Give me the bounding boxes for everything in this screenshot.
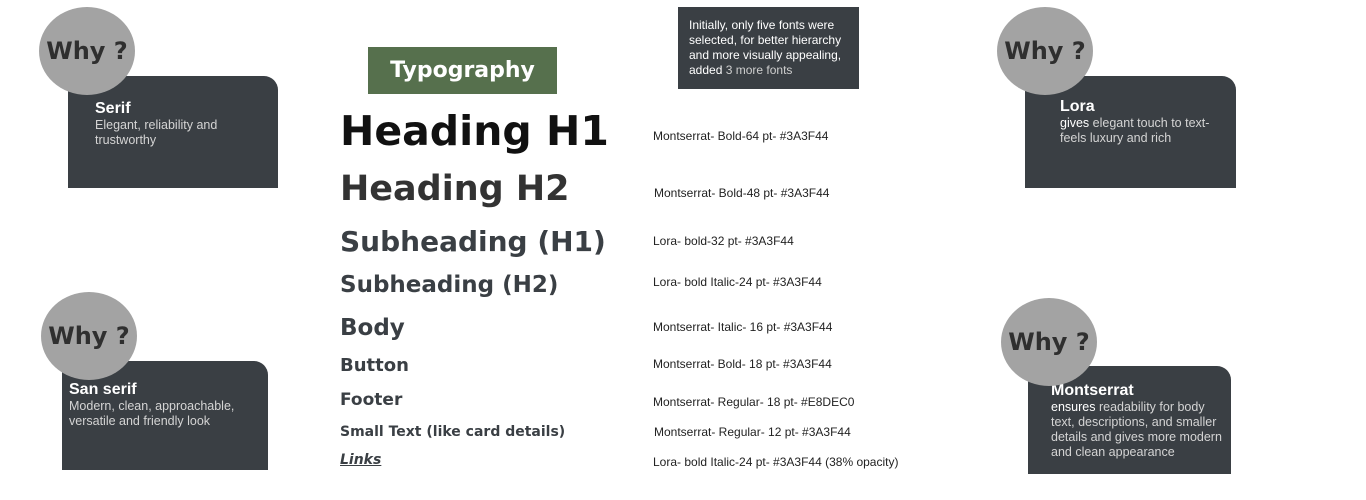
card-san-serif-description: Modern, clean, approachable, versatile and friendly look	[69, 399, 235, 428]
spec-heading-h1: Montserrat- Bold-64 pt- #3A3F44	[653, 129, 829, 143]
specimen-subheading-h2: Subheading (H2)	[340, 272, 559, 298]
note-text: Initially, only five fonts were selected, for better hierarchy and more visually appealing, added	[689, 18, 842, 77]
card-montserrat-description	[1051, 400, 1223, 460]
card-serif-title: Serif	[95, 100, 131, 117]
why-bubble-montserrat: Why ?	[1001, 298, 1097, 386]
card-lora-text: elegant touch to text- feels luxury and rich	[1060, 116, 1210, 145]
why-bubble-lora: Why ?	[997, 7, 1093, 95]
card-lora-description	[1060, 116, 1225, 146]
card-montserrat-text: readability for body text, descriptions, and smaller details and gives more modern and clean appearance	[1051, 400, 1222, 459]
specimen-links[interactable]: Links	[340, 452, 382, 468]
card-lora-lead: gives	[1060, 116, 1090, 130]
spec-body: Montserrat- Italic- 16 pt- #3A3F44	[653, 320, 833, 334]
why-bubble-san-serif: Why ?	[41, 292, 137, 380]
specimen-footer: Footer	[340, 390, 403, 410]
card-serif-description: Elegant, reliability and trustworthy	[95, 118, 218, 147]
note-box	[678, 7, 859, 89]
specimen-small-text: Small Text (like card details)	[340, 424, 566, 440]
specimen-subheading-h1: Subheading (H1)	[340, 225, 606, 258]
card-san-serif-title: San serif	[69, 381, 137, 398]
why-bubble-serif: Why ?	[39, 7, 135, 95]
card-montserrat-lead: ensures	[1051, 400, 1096, 414]
spec-subheading-h1: Lora- bold-32 pt- #3A3F44	[653, 234, 794, 248]
spec-links: Lora- bold Italic-24 pt- #3A3F44 (38% opacity)	[653, 455, 899, 469]
spec-button: Montserrat- Bold- 18 pt- #3A3F44	[653, 357, 832, 371]
note-count: 3 more fonts	[725, 63, 793, 77]
specimen-body: Body	[340, 315, 405, 341]
specimen-heading-h1: Heading H1	[340, 107, 609, 155]
card-lora-title: Lora	[1060, 98, 1095, 115]
specimen-button: Button	[340, 355, 409, 376]
card-montserrat-title: Montserrat	[1051, 382, 1134, 399]
specimen-heading-h2: Heading H2	[340, 169, 570, 209]
spec-heading-h2: Montserrat- Bold-48 pt- #3A3F44	[654, 186, 830, 200]
spec-subheading-h2: Lora- bold Italic-24 pt- #3A3F44	[653, 275, 822, 289]
spec-small-text: Montserrat- Regular- 12 pt- #3A3F44	[654, 425, 851, 439]
spec-footer: Montserrat- Regular- 18 pt- #E8DEC0	[653, 395, 855, 409]
typography-title: Typography	[368, 47, 557, 94]
